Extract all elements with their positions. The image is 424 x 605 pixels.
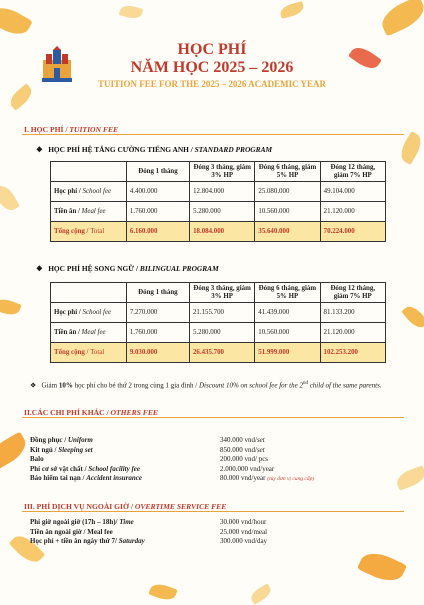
diamond-bullet-icon: ❖ — [36, 264, 43, 273]
row-label: Tổng cộng / Total — [51, 222, 127, 242]
decorative-leaf-icon — [0, 1, 33, 40]
decorative-leaf-icon — [0, 296, 22, 318]
row-label: Tiền ăn / Meal fee — [51, 202, 127, 222]
total-row — [51, 343, 386, 363]
table-cell: 9.030.000 — [126, 343, 189, 363]
column-header: Đóng 12 tháng, giảm 7% HP — [320, 283, 385, 303]
column-header: Đóng 6 tháng, giảm 5% HP — [255, 283, 320, 303]
row-label: Tổng cộng / Total — [51, 343, 127, 363]
table-cell: 12.804.000 — [190, 182, 255, 202]
table-cell: 5.280.000 — [189, 323, 254, 343]
section-divider — [22, 511, 404, 512]
table-cell: 1.760.000 — [126, 202, 189, 222]
decorative-leaf-icon — [401, 303, 424, 332]
column-header: Đóng 3 tháng, giảm 3% HP — [190, 162, 255, 182]
table-cell: 5.280.000 — [190, 202, 255, 222]
table-row — [51, 202, 386, 222]
decorative-leaf-icon — [0, 182, 20, 214]
decorative-leaf-icon — [357, 547, 407, 587]
row-label: Học phí / School fee — [51, 182, 127, 202]
column-header: Đóng 3 tháng, giảm 3% HP — [189, 283, 254, 303]
table-cell: 102.253.200 — [320, 343, 385, 363]
table-cell: 51.999.000 — [255, 343, 320, 363]
standard-fee-table — [50, 161, 386, 242]
bilingual-fee-table — [50, 282, 386, 363]
standard-program-heading: ❖ HỌC PHÍ HỆ TĂNG CƯỜNG TIẾNG ANH / STANDARD PROGRAM — [36, 145, 273, 154]
decorative-leaf-icon — [0, 431, 31, 470]
sibling-discount-note: ❖ Giảm 10% học phí cho bé thứ 2 trong cùng 1 gia đình / Discount 10% on school fee for the 2nd child of the same parents. — [30, 381, 382, 390]
table-cell: 18.084.000 — [190, 222, 255, 242]
fee-document: HỌC PHÍ NĂM HỌC 2025 – 2026 TUITION FEE FOR THE 2025 – 2026 ACADEMIC YEAR I. HỌC PHÍ / TUITION FEE ❖ HỌC PHÍ HỆ TĂNG CƯỜNG TIẾNG ANH / STANDARD PROGRAM Đóng 1 tháng Đóng 3 tháng, giảm 3% HP Đóng 6 tháng, giảm 5% HP Đóng 12 tháng, giảm 7% HP Học phí / School fee 4.400.000 12.804.000 25.080.000 49.104.000 Tiền ăn / Meal fee 1.760.000 5.280.000 10.560.000 21.120.000 Tổng cộng / Total 6.160.000 18.084.000 35.640.000 70.224.000 ❖ HỌC PHÍ HỆ SONG NGỮ / BILINGUAL PROGRAM Đóng 1 tháng Đóng 3 tháng, giảm 3% HP Đóng 6 tháng, giảm 5% HP Đóng 12 tháng, giảm 7% HP Học phí / School fee 7.270.000 21.155.700 41.439.000 81.133.200 Tiền ăn / Meal fee 1.760.000 5.280.000 10.560.000 21.120.000 Tổng cộng / Total 9.030.000 26.435.700 51.999.000 102.253.200 ❖ Giảm 10% học phí cho bé thứ 2 trong cùng 1 gia đình / Discount 10% on school fee for the 2nd child of the same parents. II.CÁC CHI PHÍ KHÁC / OTHERS FEE Đồng phục / Uniform 340.000 vnd/set Kit ngủ / Sleeping set 850.000 vnd/set Balo 200.000 vnd/ pcs Phí cơ sở vật chất / School facility fee 2.000.000 vnd/year Bảo hiểm tai nạn / Accident insurance 80.000 vnd/year (tùy đơn vị cung cấp) III. PHÍ DỊCH VỤ NGOÀI GIỜ / OVERTIME SERVICE FEE Phí giờ ngoài giờ (17h – 18h)/ Time 30.000 vnd/hour Tiền ăn ngoài giờ / Meal fee 25.000 vnd/meal Học phí + tiền ăn ngày thứ 7/ Saturday 300.000 vnd/day — [0, 0, 424, 600]
decorative-leaf-icon — [397, 131, 424, 165]
table-cell: 35.640.000 — [255, 222, 320, 242]
academic-year-title: NĂM HỌC 2025 – 2026 — [130, 59, 294, 76]
table-row — [51, 182, 386, 202]
diamond-bullet-icon: ❖ — [30, 381, 37, 390]
decorative-leaf-icon — [248, 583, 273, 604]
table-cell: 21.155.700 — [189, 303, 254, 323]
table-cell: 21.120.000 — [320, 323, 385, 343]
section-others-heading: II.CÁC CHI PHÍ KHÁC / OTHERS FEE — [24, 408, 158, 417]
table-cell: 49.104.000 — [320, 182, 385, 202]
decorative-leaf-icon — [279, 1, 305, 19]
table-cell: 10.560.000 — [255, 202, 320, 222]
english-title: TUITION FEE FOR THE 2025 – 2026 ACADEMIC YEAR — [97, 79, 327, 89]
column-header: Đóng 1 tháng — [126, 162, 189, 182]
section-divider — [22, 417, 404, 418]
row-label: Học phí / School fee — [51, 303, 127, 323]
column-header: Đóng 1 tháng — [126, 283, 189, 303]
decorative-leaf-icon — [394, 465, 424, 490]
row-label: Tiền ăn / Meal fee — [51, 323, 127, 343]
table-cell: 21.120.000 — [320, 202, 385, 222]
page-title: HỌC PHÍ — [177, 41, 247, 58]
table-cell: 70.224.000 — [320, 222, 385, 242]
total-row — [51, 222, 386, 242]
column-header: Đóng 12 tháng, giảm 7% HP — [320, 162, 385, 182]
section-overtime-heading: III. PHÍ DỊCH VỤ NGOÀI GIỜ / OVERTIME SERVICE FEE — [24, 502, 227, 511]
table-cell: 41.439.000 — [255, 303, 320, 323]
diamond-bullet-icon: ❖ — [36, 145, 43, 154]
bilingual-program-heading: ❖ HỌC PHÍ HỆ SONG NGỮ / BILINGUAL PROGRAM — [36, 264, 219, 273]
table-row — [51, 323, 386, 343]
table-cell: 7.270.000 — [126, 303, 189, 323]
table-cell: 10.560.000 — [255, 323, 320, 343]
table-cell: 25.080.000 — [255, 182, 320, 202]
decorative-leaf-icon — [119, 3, 143, 20]
table-cell: 4.400.000 — [126, 182, 189, 202]
table-cell: 6.160.000 — [126, 222, 189, 242]
table-header-row — [51, 162, 386, 182]
table-header-row — [51, 283, 386, 303]
section-tuition-heading: I. HỌC PHÍ / TUITION FEE — [24, 125, 119, 134]
table-cell: 81.133.200 — [320, 303, 385, 323]
section-divider — [22, 134, 404, 135]
table-cell: 1.760.000 — [126, 323, 189, 343]
table-cell: 26.435.700 — [189, 343, 254, 363]
decorative-leaf-icon — [377, 0, 424, 37]
column-header: Đóng 6 tháng, giảm 5% HP — [255, 162, 320, 182]
table-row — [51, 303, 386, 323]
